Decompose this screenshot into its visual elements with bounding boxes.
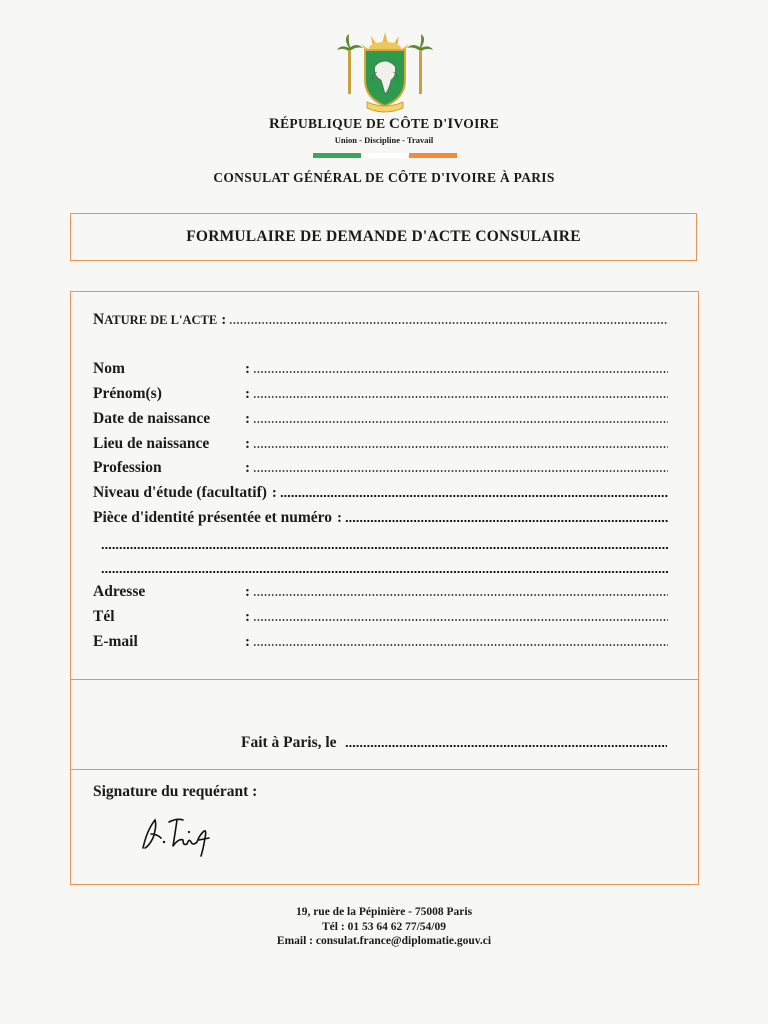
profession-field[interactable] <box>253 469 668 473</box>
niveau-label: Niveau d'étude (facultatif) <box>93 484 267 501</box>
adresse-field[interactable] <box>253 593 668 597</box>
field-row-date-naissance: Date de naissance : <box>93 408 668 428</box>
field-label: Nom <box>93 360 125 377</box>
section-divider <box>71 769 698 770</box>
national-motto: Union - Discipline - Travail <box>334 135 434 145</box>
flag-bar <box>313 153 457 158</box>
nature-field[interactable] <box>229 321 668 325</box>
field-row-tel: Tél : <box>93 606 668 626</box>
field-label: Tél <box>93 608 115 625</box>
field-label: Profession <box>93 459 162 476</box>
field-row-lieu-naissance: Lieu de naissance : <box>93 433 668 453</box>
piece-label: Pièce d'identité présentée et numéro <box>93 509 333 526</box>
form-title-box <box>70 213 697 261</box>
form-title: FORMULAIRE DE DEMANDE D'ACTE CONSULAIRE <box>186 228 581 245</box>
consulate-contact-footer <box>0 905 768 949</box>
niveau-field[interactable] <box>280 494 668 498</box>
piece-field-line-3[interactable] <box>101 570 668 574</box>
field-row-prenom: Prénom(s) : <box>93 383 668 403</box>
fait-row <box>241 732 667 752</box>
field-label: Lieu de naissance <box>93 435 210 452</box>
field-row-piece: Pièce d'identité présentée et numéro : <box>93 507 668 527</box>
lieu-naissance-field[interactable] <box>253 445 668 449</box>
handwritten-signature <box>137 808 221 858</box>
flag-stripe-orange <box>409 153 457 158</box>
field-label: E-mail <box>93 633 138 650</box>
flag-stripe-white <box>361 153 409 158</box>
consulate-name: CONSULAT GÉNÉRAL DE CÔTE D'IVOIRE À PARIS <box>213 170 555 185</box>
coat-of-arms-emblem <box>337 30 433 114</box>
prenom-field[interactable] <box>253 395 668 399</box>
field-row-nom: Nom : <box>93 358 668 378</box>
field-row-email: E-mail : <box>93 631 668 651</box>
republic-title: RÉPUBLIQUE DE CÔTE D'IVOIRE <box>268 116 500 132</box>
field-label: Adresse <box>93 583 146 600</box>
fait-label: Fait à Paris, le <box>241 734 337 751</box>
flag-stripe-green <box>313 153 361 158</box>
field-row-adresse: Adresse : <box>93 581 668 601</box>
piece-field[interactable] <box>345 519 668 523</box>
footer-email: Email : consulat.france@diplomatie.gouv.ci <box>276 935 492 947</box>
footer-address: 19, rue de la Pépinière - 75008 Paris <box>295 906 473 918</box>
nature-label: NATURE DE L'ACTE <box>93 311 218 328</box>
tel-field[interactable] <box>253 618 668 622</box>
email-field[interactable] <box>253 643 668 647</box>
form-box <box>70 291 699 885</box>
date-naissance-field[interactable] <box>253 420 668 424</box>
field-row-niveau: Niveau d'étude (facultatif) : <box>93 482 668 502</box>
nom-field[interactable] <box>253 370 668 374</box>
field-label: Date de naissance <box>93 410 211 427</box>
piece-field-line-2[interactable] <box>101 546 668 550</box>
field-label: Prénom(s) <box>93 385 162 402</box>
signature-label: Signature du requérant : <box>93 783 258 800</box>
piece-continuation-2 <box>101 558 668 578</box>
date-field[interactable] <box>345 744 667 748</box>
section-divider <box>71 679 698 680</box>
footer-phone: Tél : 01 53 64 62 77/54/09 <box>322 920 446 933</box>
field-row-profession: Profession : <box>93 457 668 477</box>
piece-continuation-1 <box>101 534 668 554</box>
nature-row: NATURE DE L'ACTE : <box>93 309 668 329</box>
